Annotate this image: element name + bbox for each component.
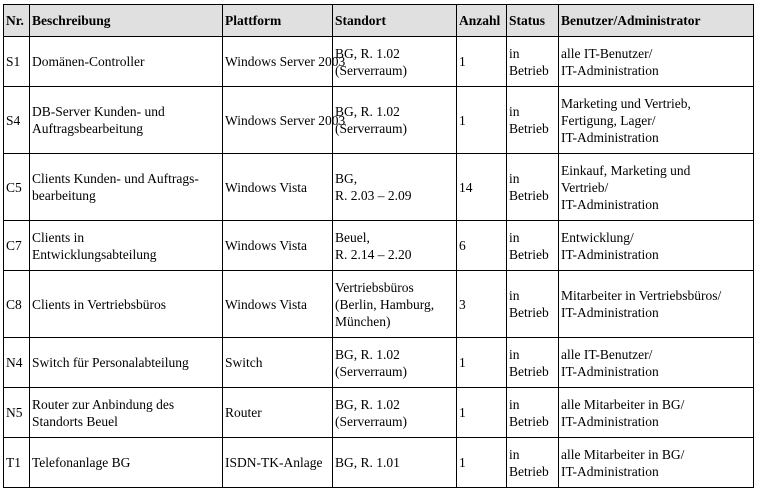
cell-standort: BG, R. 1.02 (Serverraum): [333, 87, 457, 154]
cell-anzahl: 1: [457, 37, 507, 87]
cell-beschreibung: Telefonanlage BG: [30, 438, 223, 488]
cell-standort: BG, R. 1.01: [333, 438, 457, 488]
cell-status: in Betrieb: [507, 37, 559, 87]
cell-benutzer: alle IT-Benutzer/ IT-Administration: [559, 37, 754, 87]
cell-nr: C5: [4, 154, 30, 221]
cell-benutzer: Marketing und Vertrieb, Fertigung, Lager/ IT-Administration: [559, 87, 754, 154]
cell-beschreibung: Domänen-Controller: [30, 37, 223, 87]
cell-plattform: Windows Server 2003: [223, 37, 333, 87]
cell-status: in Betrieb: [507, 221, 559, 271]
cell-nr: N5: [4, 388, 30, 438]
table-row: [4, 221, 754, 271]
cell-plattform: Windows Vista: [223, 271, 333, 338]
cell-nr: C7: [4, 221, 30, 271]
cell-standort: BG, R. 1.02 (Serverraum): [333, 338, 457, 388]
cell-anzahl: 1: [457, 87, 507, 154]
table-row: [4, 438, 754, 488]
cell-beschreibung: Clients in Vertriebsbüros: [30, 271, 223, 338]
cell-anzahl: 1: [457, 338, 507, 388]
header-status: Status: [507, 5, 559, 37]
cell-standort: BG, R. 2.03 – 2.09: [333, 154, 457, 221]
header-standort: Standort: [333, 5, 457, 37]
cell-beschreibung: DB-Server Kunden- und Auftragsbearbeitung: [30, 87, 223, 154]
cell-status: in Betrieb: [507, 338, 559, 388]
cell-plattform: Windows Server 2003: [223, 87, 333, 154]
cell-anzahl: 14: [457, 154, 507, 221]
cell-benutzer: Entwicklung/ IT-Administration: [559, 221, 754, 271]
cell-standort: Beuel, R. 2.14 – 2.20: [333, 221, 457, 271]
cell-status: in Betrieb: [507, 271, 559, 338]
cell-beschreibung: Clients in Entwicklungsabteilung: [30, 221, 223, 271]
table-header-row: [4, 5, 754, 37]
cell-nr: S1: [4, 37, 30, 87]
cell-plattform: ISDN-TK-Anlage: [223, 438, 333, 488]
table-row: [4, 154, 754, 221]
cell-nr: S4: [4, 87, 30, 154]
cell-status: in Betrieb: [507, 438, 559, 488]
table-row: [4, 388, 754, 438]
inventory-table: [3, 4, 754, 488]
cell-plattform: Windows Vista: [223, 221, 333, 271]
header-nr: Nr.: [4, 5, 30, 37]
cell-nr: C8: [4, 271, 30, 338]
cell-standort: Vertriebsbüros (Berlin, Hamburg, München): [333, 271, 457, 338]
cell-status: in Betrieb: [507, 388, 559, 438]
cell-standort: BG, R. 1.02 (Serverraum): [333, 388, 457, 438]
table-row: [4, 338, 754, 388]
cell-status: in Betrieb: [507, 154, 559, 221]
table-row: [4, 271, 754, 338]
cell-plattform: Windows Vista: [223, 154, 333, 221]
cell-anzahl: 1: [457, 438, 507, 488]
cell-beschreibung: Clients Kunden- und Auftrags- bearbeitung: [30, 154, 223, 221]
cell-nr: T1: [4, 438, 30, 488]
cell-anzahl: 6: [457, 221, 507, 271]
header-anzahl: Anzahl: [457, 5, 507, 37]
cell-benutzer: Einkauf, Marketing und Vertrieb/ IT-Administration: [559, 154, 754, 221]
cell-plattform: Switch: [223, 338, 333, 388]
table-row: [4, 87, 754, 154]
cell-beschreibung: Switch für Personalabteilung: [30, 338, 223, 388]
header-plattform: Plattform: [223, 5, 333, 37]
cell-plattform: Router: [223, 388, 333, 438]
cell-standort: BG, R. 1.02 (Serverraum): [333, 37, 457, 87]
cell-benutzer: Mitarbeiter in Vertriebsbüros/ IT-Administration: [559, 271, 754, 338]
cell-nr: N4: [4, 338, 30, 388]
header-benutzer: Benutzer/Administrator: [559, 5, 754, 37]
cell-beschreibung: Router zur Anbindung des Standorts Beuel: [30, 388, 223, 438]
cell-benutzer: alle Mitarbeiter in BG/ IT-Administration: [559, 388, 754, 438]
cell-anzahl: 3: [457, 271, 507, 338]
header-beschreibung: Beschreibung: [30, 5, 223, 37]
cell-status: in Betrieb: [507, 87, 559, 154]
cell-benutzer: alle IT-Benutzer/ IT-Administration: [559, 338, 754, 388]
table-row: [4, 37, 754, 87]
cell-benutzer: alle Mitarbeiter in BG/ IT-Administration: [559, 438, 754, 488]
cell-anzahl: 1: [457, 388, 507, 438]
